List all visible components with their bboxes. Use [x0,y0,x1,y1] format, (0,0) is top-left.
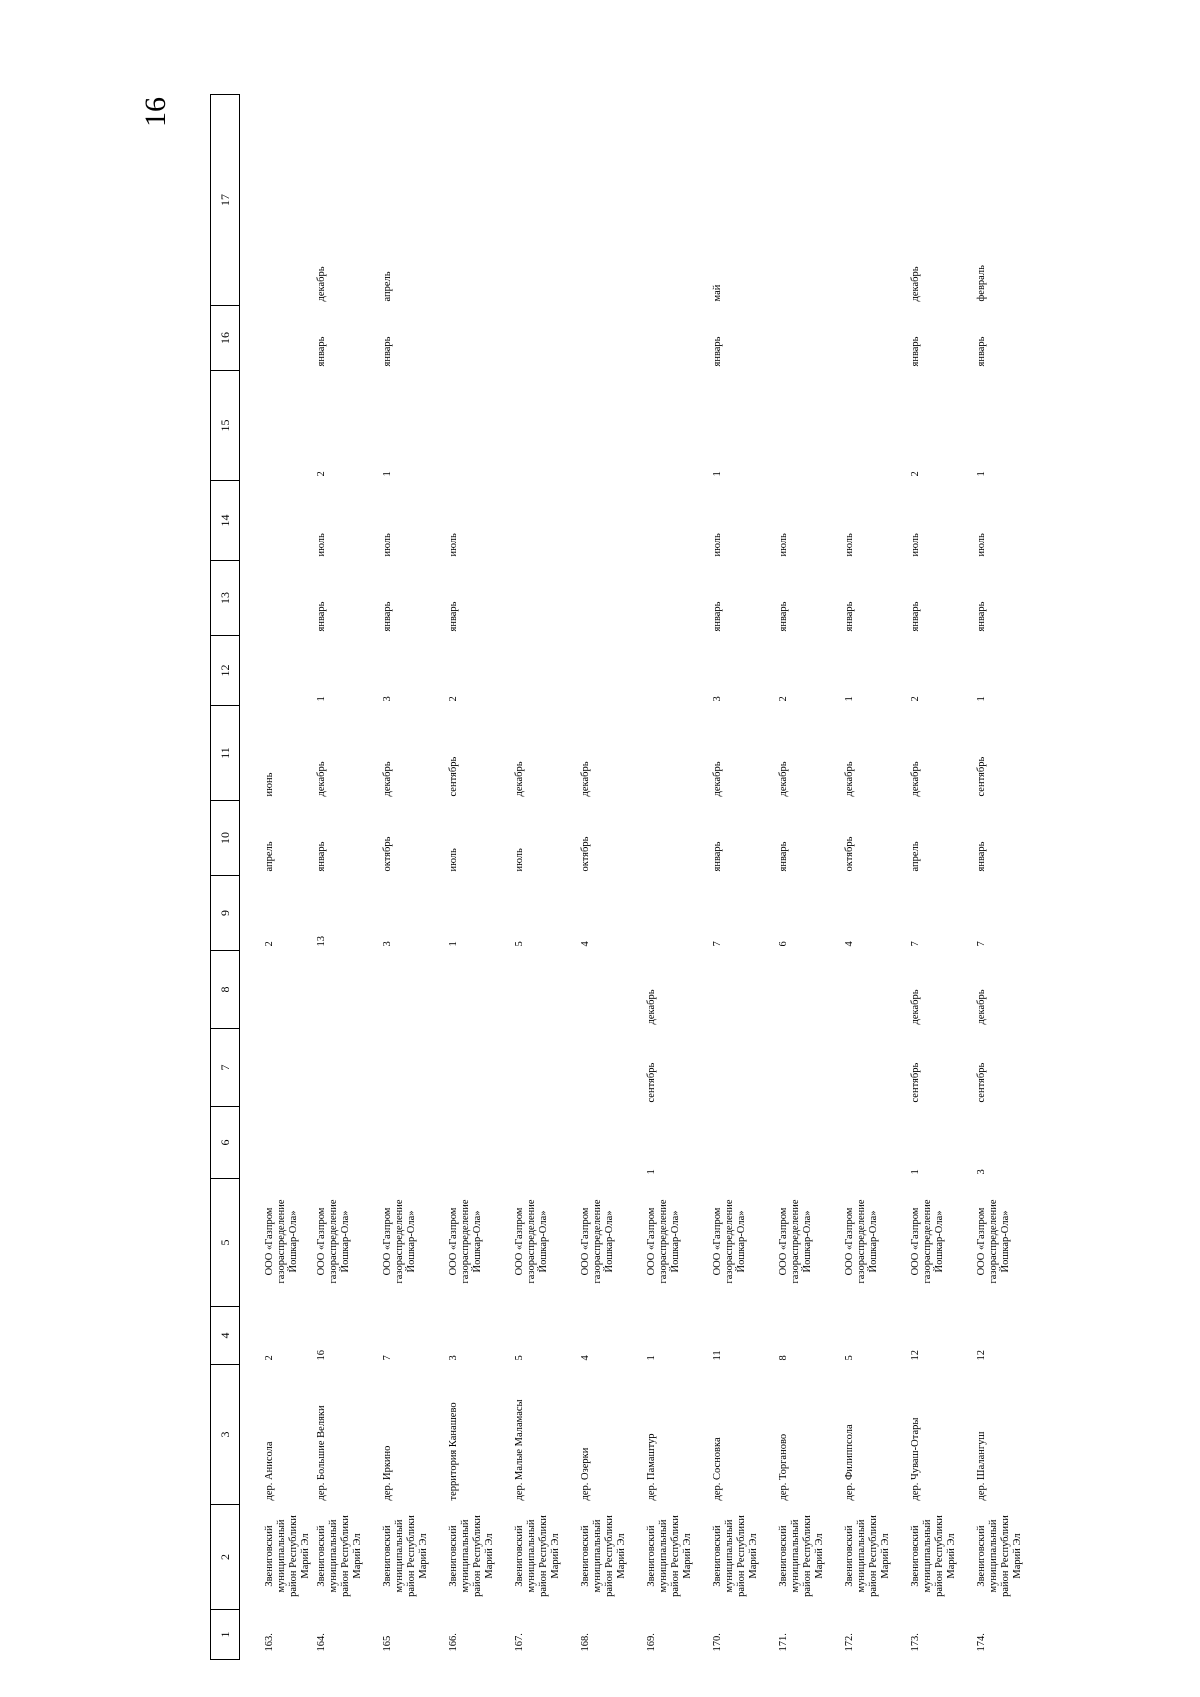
organization-cell: ООО «Газпром газораспределение Йошкар-Ола» [910,1199,945,1284]
col10-cell: октябрь [382,836,393,872]
col6-cell [510,1107,576,1179]
col14-cell: июль [316,533,327,557]
settlement-cell: дер. Иркино [382,1445,393,1501]
settlement-cell: дер. Малые Маламасы [514,1399,525,1501]
col9-cell: 4 [580,941,591,947]
row-number: 163. [264,1633,275,1652]
district-cell: Звениговский муниципальный район Республики Марий Эл [778,1515,825,1597]
col9-cell [642,876,708,951]
column-header-5: 5 [211,1179,240,1307]
col4-cell: 11 [712,1350,723,1361]
col9-cell: 5 [514,941,525,947]
col17-cell [240,95,313,306]
col9-cell: 6 [778,941,789,947]
col13-cell: январь [382,601,393,632]
col9-cell: 7 [910,941,921,947]
table-row [972,95,1038,1660]
col16-cell [240,306,313,371]
col16-cell [444,306,510,371]
row-number: 174. [976,1633,987,1652]
settlement-cell: дер. Большие Веляки [316,1405,327,1501]
col8-cell [444,951,510,1029]
row-number: 172. [844,1633,855,1652]
organization-cell: ООО «Газпром газораспределение Йошкар-Ола» [448,1199,483,1284]
row-number: 168. [580,1633,591,1652]
col15-cell [774,371,840,481]
row-number: 169. [646,1633,657,1652]
organization-cell: ООО «Газпром газораспределение Йошкар-Ола» [264,1199,299,1284]
column-header-2: 2 [211,1505,240,1610]
col15-cell: 2 [910,471,921,477]
col16-cell [840,306,906,371]
table-row [576,95,642,1660]
col11-cell: декабрь [514,761,525,797]
table-row [906,95,972,1660]
district-cell: Звениговский муниципальный район Республики Марий Эл [910,1515,957,1597]
column-header-7: 7 [211,1029,240,1107]
row-number: 167. [514,1633,525,1652]
col6-cell [840,1107,906,1179]
col8-cell [774,951,840,1029]
col8-cell [840,951,906,1029]
col9-cell: 2 [264,941,275,947]
col10-cell: октябрь [580,836,591,872]
column-header-3: 3 [211,1365,240,1505]
row-number: 173. [910,1633,921,1652]
table-row [240,95,313,1660]
organization-cell: ООО «Газпром газораспределение Йошкар-Ола» [712,1199,747,1284]
col15-cell [576,371,642,481]
col16-cell: январь [382,336,393,367]
col7-cell: сентябрь [976,1062,987,1103]
col16-cell: январь [316,336,327,367]
col8-cell [378,951,444,1029]
col7-cell [510,1029,576,1107]
col12-cell [510,636,576,706]
settlement-cell: дер. Филиппсола [844,1424,855,1501]
col10-cell: январь [316,841,327,872]
col17-cell [774,95,840,306]
col4-cell: 3 [448,1355,459,1361]
col15-cell: 2 [316,471,327,477]
col12-cell: 2 [778,696,789,702]
col11-cell: декабрь [382,761,393,797]
district-cell: Звениговский муниципальный район Республики Марий Эл [264,1515,311,1597]
col8-cell [708,951,774,1029]
col12-cell: 1 [316,696,327,702]
district-cell: Звениговский муниципальный район Республики Марий Эл [514,1515,561,1597]
district-cell: Звениговский муниципальный район Республики Марий Эл [316,1515,363,1597]
col7-cell [444,1029,510,1107]
col17-cell: февраль [976,265,987,302]
column-header-6: 6 [211,1107,240,1179]
col11-cell: декабрь [316,761,327,797]
col9-cell: 7 [712,941,723,947]
col10-cell: январь [712,841,723,872]
col9-cell: 7 [976,941,987,947]
col17-cell: декабрь [910,266,921,302]
col17-cell [840,95,906,306]
col14-cell: июль [976,533,987,557]
col13-cell: январь [448,601,459,632]
col11-cell: сентябрь [976,756,987,797]
column-header-13: 13 [211,561,240,636]
col13-cell [642,561,708,636]
column-header-9: 9 [211,876,240,951]
col6-cell [774,1107,840,1179]
col11-cell: декабрь [712,761,723,797]
col4-cell: 12 [976,1350,987,1361]
district-cell: Звениговский муниципальный район Республики Марий Эл [448,1515,495,1597]
col16-cell [642,306,708,371]
rotated-table-wrapper [210,95,1023,1660]
settlement-cell: дер. Торганово [778,1433,789,1501]
district-cell: Звениговский муниципальный район Республики Марий Эл [712,1515,759,1597]
col6-cell [378,1107,444,1179]
col13-cell: январь [316,601,327,632]
col9-cell: 13 [316,936,327,947]
col6-cell [312,1107,378,1179]
column-header-1: 1 [211,1610,240,1660]
col4-cell: 16 [316,1350,327,1361]
col10-cell: апрель [910,841,921,872]
col4-cell: 1 [646,1355,657,1361]
column-header-11: 11 [211,706,240,801]
col15-cell: 1 [976,471,987,477]
col12-cell: 2 [910,696,921,702]
organization-cell: ООО «Газпром газораспределение Йошкар-Ола» [382,1199,417,1284]
col8-cell [312,951,378,1029]
col7-cell [312,1029,378,1107]
col7-cell [576,1029,642,1107]
col17-cell [642,95,708,306]
col11-cell: декабрь [778,761,789,797]
column-header-4: 4 [211,1307,240,1365]
col12-cell: 3 [382,696,393,702]
col11-cell: сентябрь [448,756,459,797]
col13-cell: январь [844,601,855,632]
col7-cell [774,1029,840,1107]
col4-cell: 12 [910,1350,921,1361]
table-row [774,95,840,1660]
col13-cell: январь [910,601,921,632]
col16-cell: январь [712,336,723,367]
table-row [312,95,378,1660]
col7-cell [240,1029,313,1107]
col9-cell: 1 [448,941,459,947]
column-header-14: 14 [211,481,240,561]
settlement-cell: дер. Шалангуш [976,1431,987,1501]
col7-cell: сентябрь [646,1062,657,1103]
col12-cell: 3 [712,696,723,702]
row-number: 171. [778,1633,789,1652]
col4-cell: 4 [580,1355,591,1361]
col6-cell [444,1107,510,1179]
settlement-cell: дер. Памаштур [646,1433,657,1501]
col17-cell [576,95,642,306]
col8-cell: декабрь [646,989,657,1025]
col14-cell [576,481,642,561]
col4-cell: 5 [844,1355,855,1361]
col9-cell: 3 [382,941,393,947]
col14-cell: июль [448,533,459,557]
col12-cell: 1 [844,696,855,702]
district-cell: Звениговский муниципальный район Республики Марий Эл [976,1515,1023,1597]
table-row [378,95,444,1660]
row-number: 170. [712,1633,723,1652]
col10-cell: июль [514,848,525,872]
col13-cell [240,561,313,636]
settlement-cell: дер. Озерки [580,1447,591,1501]
column-header-15: 15 [211,371,240,481]
row-number: 166. [448,1633,459,1652]
col17-cell [510,95,576,306]
col10-cell: июль [448,848,459,872]
col15-cell [840,371,906,481]
col14-cell: июль [778,533,789,557]
column-header-12: 12 [211,636,240,706]
settlement-cell: дер. Сосновка [712,1437,723,1501]
table-row [708,95,774,1660]
col17-cell: декабрь [316,266,327,302]
col14-cell: июль [910,533,921,557]
col6-cell [576,1107,642,1179]
column-number-header-row [211,95,240,1660]
col6-cell [240,1107,313,1179]
col10-cell: январь [976,841,987,872]
col12-cell [240,636,313,706]
col15-cell [510,371,576,481]
col14-cell: июль [712,533,723,557]
col7-cell [840,1029,906,1107]
col11-cell: июнь [264,772,275,797]
col13-cell: январь [712,601,723,632]
col13-cell: январь [778,601,789,632]
col4-cell: 7 [382,1355,393,1361]
row-number: 164. [316,1633,327,1652]
organization-cell: ООО «Газпром газораспределение Йошкар-Ола» [580,1199,615,1284]
col13-cell [576,561,642,636]
col4-cell: 2 [264,1355,275,1361]
settlement-cell: дер. Чуваш-Отары [910,1417,921,1501]
col11-cell: декабрь [844,761,855,797]
district-cell: Звениговский муниципальный район Республики Марий Эл [646,1515,693,1597]
col14-cell: июль [844,533,855,557]
col10-cell: апрель [264,841,275,872]
col11-cell: декабрь [580,761,591,797]
col10-cell [642,801,708,876]
col12-cell [576,636,642,706]
organization-cell: ООО «Газпром газораспределение Йошкар-Ола» [514,1199,549,1284]
col14-cell [510,481,576,561]
col11-cell [642,706,708,801]
col16-cell: январь [910,336,921,367]
col16-cell: январь [976,336,987,367]
column-header-8: 8 [211,951,240,1029]
col15-cell: 1 [712,471,723,477]
col9-cell: 4 [844,941,855,947]
col13-cell [510,561,576,636]
col15-cell [642,371,708,481]
table-row [840,95,906,1660]
col4-cell: 8 [778,1355,789,1361]
col12-cell: 1 [976,696,987,702]
organization-cell: ООО «Газпром газораспределение Йошкар-Ола» [316,1199,351,1284]
col17-cell: май [712,284,723,302]
district-cell: Звениговский муниципальный район Республики Марий Эл [580,1515,627,1597]
organization-cell: ООО «Газпром газораспределение Йошкар-Ола» [778,1199,813,1284]
col14-cell: июль [382,533,393,557]
col11-cell: декабрь [910,761,921,797]
col6-cell [708,1107,774,1179]
col14-cell [642,481,708,561]
col13-cell: январь [976,601,987,632]
col12-cell [642,636,708,706]
table-row [444,95,510,1660]
col4-cell: 5 [514,1355,525,1361]
page-number: 16 [139,97,172,127]
col15-cell [240,371,313,481]
column-header-10: 10 [211,801,240,876]
col8-cell [576,951,642,1029]
col15-cell: 1 [382,471,393,477]
column-header-17: 17 [211,95,240,306]
col16-cell [576,306,642,371]
district-cell: Звениговский муниципальный район Республики Марий Эл [844,1515,891,1597]
col6-cell: 1 [910,1169,921,1175]
col7-cell [708,1029,774,1107]
col16-cell [774,306,840,371]
table-body [240,95,1039,1660]
col6-cell: 1 [646,1169,657,1175]
col15-cell [444,371,510,481]
district-cell: Звениговский муниципальный район Республики Марий Эл [382,1515,429,1597]
column-header-16: 16 [211,306,240,371]
row-number: 165 [382,1635,393,1652]
table-row [642,95,708,1660]
col6-cell: 3 [976,1169,987,1175]
col7-cell: сентябрь [910,1062,921,1103]
col7-cell [378,1029,444,1107]
col14-cell [240,481,313,561]
settlement-cell: дер. Анисола [264,1441,275,1501]
col12-cell: 2 [448,696,459,702]
settlement-cell: территория Канашево [448,1402,459,1501]
table-row [510,95,576,1660]
organization-cell: ООО «Газпром газораспределение Йошкар-Ола» [646,1199,681,1284]
organization-cell: ООО «Газпром газораспределение Йошкар-Ола» [976,1199,1011,1284]
col10-cell: январь [778,841,789,872]
col16-cell [510,306,576,371]
col17-cell [444,95,510,306]
col8-cell: декабрь [976,989,987,1025]
col17-cell: апрель [382,271,393,302]
col8-cell: декабрь [910,989,921,1025]
col8-cell [510,951,576,1029]
organization-cell: ООО «Газпром газораспределение Йошкар-Ола» [844,1199,879,1284]
col8-cell [240,951,313,1029]
gasification-schedule-table [210,94,1038,1660]
col10-cell: октябрь [844,836,855,872]
